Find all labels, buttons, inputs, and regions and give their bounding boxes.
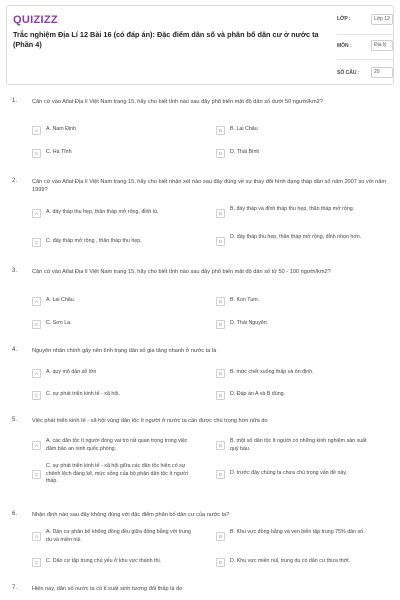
option-text: C. Sơn La. [46, 320, 72, 326]
option-text: A. quy mô dân số lớn [46, 369, 97, 375]
option-text: B. Khu vực đồng bằng và ven biển tập trung 75% dân số. [230, 529, 365, 535]
option-c[interactable] [32, 149, 72, 158]
option-c[interactable] [32, 238, 192, 247]
option-letter: D [216, 149, 225, 158]
option-b[interactable] [216, 206, 376, 218]
option-letter: B [216, 126, 225, 135]
question-text: Nguyên nhân chính gây nên tình trạng dân số gia tăng nhanh ở nước ta là [32, 348, 217, 354]
option-text: D. Đáp án A và B đúng. [230, 391, 286, 397]
option-text: C. sự phát triển kinh tế - xã hội. [46, 391, 120, 397]
option-letter: A [32, 209, 41, 218]
option-c[interactable] [32, 320, 72, 329]
option-c[interactable] [32, 463, 192, 486]
option-letter: C [32, 238, 41, 247]
option-a[interactable] [32, 369, 96, 378]
option-text: D. Thái Bình [230, 149, 260, 155]
option-text: B. Lai Châu [230, 126, 258, 132]
option-a[interactable] [32, 529, 192, 544]
class-label: LỚP : [337, 16, 351, 22]
question-number: 4. [12, 347, 18, 353]
question-count-value: 20 [371, 67, 393, 78]
option-a[interactable] [32, 438, 192, 453]
option-text: A. Nam Định [46, 126, 77, 132]
option-letter: B [216, 369, 225, 378]
option-text: C. Hà Tĩnh [46, 149, 72, 155]
option-d[interactable] [216, 391, 285, 400]
option-d[interactable] [216, 470, 347, 479]
option-b[interactable] [216, 297, 259, 306]
option-letter: C [32, 149, 41, 158]
option-text: C. Dân cư tập trung chủ yếu ở khu vực thành thị. [46, 558, 162, 564]
option-letter: D [216, 470, 225, 479]
option-letter: A [32, 297, 41, 306]
option-letter: C [32, 558, 41, 567]
question-number: 7. [12, 585, 18, 591]
option-letter: A [32, 126, 41, 135]
option-letter: B [216, 441, 225, 450]
question-text: Căn cứ vào Atlat Địa lí Việt Nam trang 15, hãy cho biết tỉnh nào sau đây phổ biến mật độ dân số từ 50 - 100 người/km2? [32, 269, 331, 275]
option-letter: A [32, 441, 41, 450]
option-b[interactable] [216, 126, 258, 135]
option-text: C. đáy tháp mở rộng , thân tháp thu hẹp. [46, 238, 142, 244]
option-letter: A [32, 532, 41, 541]
option-letter: B [216, 297, 225, 306]
question-number: 2. [12, 178, 18, 184]
option-a[interactable] [32, 297, 75, 306]
option-d[interactable] [216, 149, 259, 158]
option-text: A. các dân tộc ít người đóng vai trò rất quan trọng trong việc đảm bảo an ninh quốc phòng. [46, 438, 188, 452]
option-b[interactable] [216, 369, 314, 378]
option-letter: B [216, 532, 225, 541]
question-text: Việc phát triển kinh tế - xã hội vùng dân tộc ít người ở nước ta cần được chú trọng hơn nữa do [32, 418, 268, 424]
option-c[interactable] [32, 391, 120, 400]
option-text: B. đáy tháp và đỉnh tháp thu hẹp, thân tháp mở rộng. [230, 206, 355, 212]
option-d[interactable] [216, 234, 376, 246]
option-letter: C [32, 391, 41, 400]
option-text: D. Khu vực miền núi, trung du có dân cư thưa thớt. [230, 558, 351, 564]
question-text: Căn cứ vào Atlat Địa lí Việt Nam trang 15, hãy cho biết tỉnh nào sau đây phổ biến mật độ dân số dưới 50 người/km2? [32, 99, 323, 105]
question-text: Nhận định nào sau đây không đúng với đặc điểm phân bố dân cư của nước ta? [32, 512, 230, 518]
option-letter: D [216, 237, 225, 246]
option-text: A. đáy tháp thu hẹp, thân tháp mở rộng, đỉnh tù. [46, 209, 159, 215]
option-d[interactable] [216, 558, 350, 567]
option-text: B. Kon Tum. [230, 297, 260, 303]
option-text: C. sự phát triển kinh tế - xã hội giữa các dân tộc hiện có sự chênh lệch đáng kể, mức sống của bộ phận dân tộc ít người thấp. [46, 463, 188, 484]
option-text: B. mức chết xuống thấp và ổn định. [230, 369, 314, 375]
subject-label: MÔN : [337, 43, 352, 49]
divider [337, 59, 393, 60]
option-d[interactable] [216, 320, 268, 329]
option-letter: C [32, 320, 41, 329]
option-text: B. một số dân tộc ít người có những kinh nghiệm sản xuất quý báu. [230, 438, 367, 452]
option-text: D. trước đây chúng ta chưa chú trọng vấn đề này. [230, 470, 348, 476]
option-letter: D [216, 558, 225, 567]
worksheet-title: Trắc nghiệm Địa Lí 12 Bài 16 (có đáp án): Đặc điểm dân số và phân bố dân cư ở nước ta (Phần 4) [13, 30, 319, 49]
quizizz-logo: QUIZIZZ [13, 14, 58, 26]
question-number: 5. [12, 417, 18, 423]
option-c[interactable] [32, 558, 161, 567]
question-text: Căn cứ vào Atlat Địa lí Việt Nam trang 15, hãy cho biết nhận xét nào sau đây đúng về sự thay đổi hình dạng tháp dân số năm 2007 so với năm 1999? [32, 179, 387, 193]
option-text: A. Lai Châu. [46, 297, 76, 303]
class-value: Lớp 12 [371, 14, 393, 25]
option-b[interactable] [216, 438, 376, 453]
option-a[interactable] [32, 209, 192, 218]
option-text: D. Thái Nguyên. [230, 320, 269, 326]
question-text: Hiện nay, dân số nước ta có tỉ suất sinh tương đối thấp là do [32, 586, 183, 592]
option-text: D. đáy tháp thu hẹp, thân tháp mở rộng, đỉnh nhọn hơn. [230, 234, 362, 240]
option-letter: A [32, 369, 41, 378]
option-letter: D [216, 391, 225, 400]
divider [337, 34, 393, 35]
option-letter: D [216, 320, 225, 329]
subject-value: Địa lý [371, 40, 393, 51]
option-text: A. Dân cư phân bố không đồng đều giữa đồng bằng với trung du và miền núi. [46, 529, 191, 543]
question-number: 3. [12, 268, 18, 274]
question-number: 6. [12, 511, 18, 517]
option-b[interactable] [216, 529, 376, 541]
question-count-label: SỐ CÂU : [337, 70, 360, 76]
question-number: 1. [12, 98, 18, 104]
option-letter: B [216, 209, 225, 218]
worksheet-header [6, 5, 394, 85]
option-letter: C [32, 470, 41, 479]
option-a[interactable] [32, 126, 76, 135]
